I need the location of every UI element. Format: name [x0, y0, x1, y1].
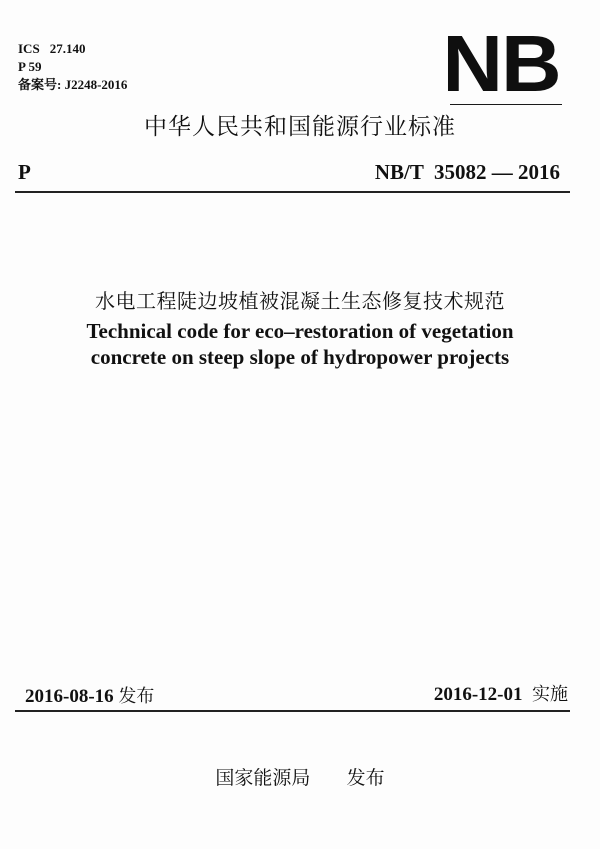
document-metadata — [18, 40, 127, 94]
footer-divider — [15, 710, 570, 712]
ics-label: ICS — [18, 41, 40, 56]
title-english — [0, 318, 600, 370]
nb-logo: NB — [442, 19, 560, 108]
implement-info — [434, 680, 568, 706]
implement-label: 实施 — [532, 684, 568, 705]
title-english-line-1: Technical code for eco–restoration of vegetation — [86, 319, 514, 343]
class-letter: P — [18, 160, 31, 184]
release-label: 发布 — [118, 686, 155, 707]
ics-code: 27.140 — [49, 41, 86, 56]
classification-code: P 59 — [18, 59, 42, 74]
filing-number: J2248-2016 — [64, 77, 128, 92]
release-info — [25, 682, 154, 708]
title-chinese: 水电工程陡边坡植被混凝土生态修复技术规范 — [95, 289, 505, 313]
issuer — [0, 763, 600, 790]
title-english-line-2: concrete on steep slope of hydropower projects — [90, 345, 510, 369]
filing-label: 备案号: — [18, 77, 62, 92]
release-date: 2016-08-16 — [25, 686, 114, 707]
logo-underline — [450, 104, 562, 105]
standard-number: NB/T 35082 — 2016 — [374, 160, 560, 184]
issuer-label: 发布 — [346, 767, 385, 789]
standard-category: 中华人民共和国能源行业标准 — [144, 114, 456, 140]
issuer-name: 国家能源局 — [215, 767, 311, 789]
ics-row — [18, 40, 127, 58]
implement-date: 2016-12-01 — [433, 684, 523, 705]
classification-row — [18, 58, 127, 76]
header-divider — [15, 191, 570, 193]
filing-row — [18, 76, 127, 94]
